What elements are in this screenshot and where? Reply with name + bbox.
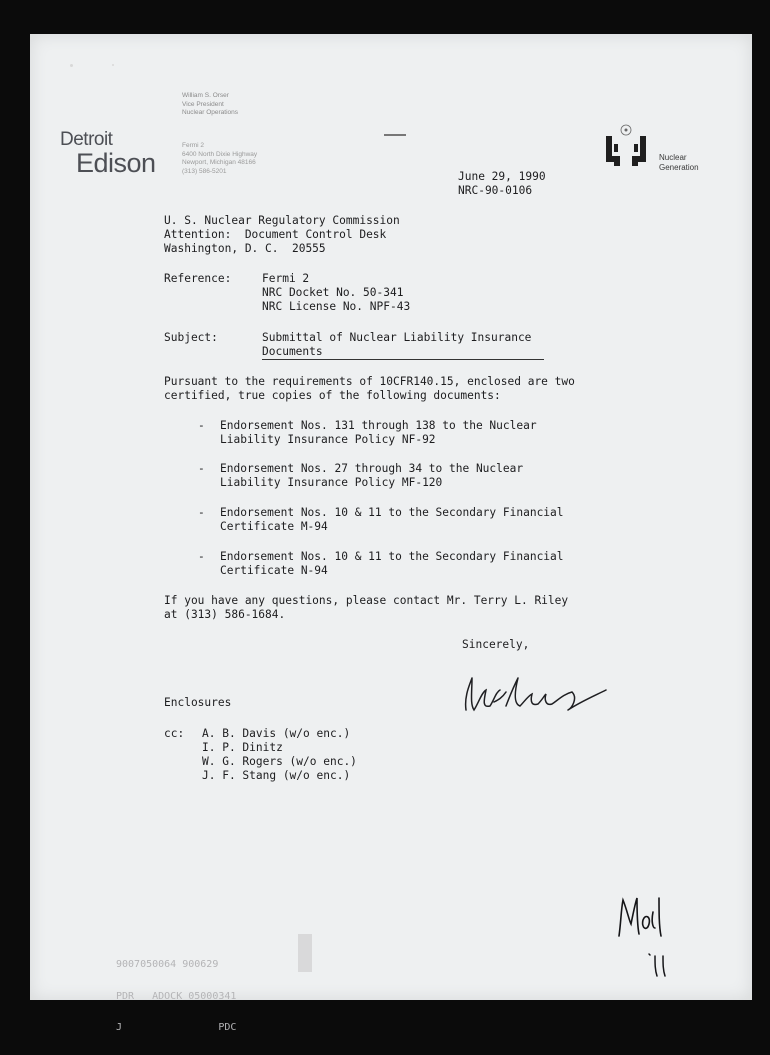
cc-label: cc: — [164, 727, 185, 740]
letter-page — [30, 34, 752, 1033]
document-stamp — [116, 939, 236, 1055]
subject-line1: Submittal of Nuclear Liability Insurance — [262, 331, 532, 344]
list-item-line1: Endorsement Nos. 10 & 11 to the Secondary Financial — [220, 506, 564, 519]
reference-line3: NRC License No. NPF-43 — [262, 300, 411, 313]
enclosures-label: Enclosures — [164, 696, 232, 709]
nuclear-generation-text — [659, 153, 699, 172]
address-block — [182, 142, 257, 176]
stamp-mark — [298, 934, 312, 972]
nuclear-line2: Generation — [659, 162, 699, 172]
list-item-line1: Endorsement Nos. 131 through 138 to the Nuclear — [220, 419, 537, 432]
handwritten-mark — [645, 950, 671, 980]
cc-line: W. G. Rogers (w/o enc.) — [202, 755, 357, 768]
list-item-bullet: - — [198, 506, 205, 519]
cc-line: J. F. Stang (w/o enc.) — [202, 769, 351, 782]
signature — [460, 670, 610, 718]
executive-dept: Nuclear Operations — [182, 109, 238, 116]
letter-date: June 29, 1990 — [458, 170, 546, 183]
reference-line2: NRC Docket No. 50-341 — [262, 286, 404, 299]
list-item-bullet: - — [198, 550, 205, 563]
plant-name: Fermi 2 — [182, 142, 205, 149]
questions-line2: at (313) 586-1684. — [164, 608, 286, 621]
stamp-line3: J PDC — [116, 1022, 237, 1033]
subject-line2: Documents — [262, 345, 323, 358]
cc-line: A. B. Davis (w/o enc.) — [202, 727, 351, 740]
list-item-bullet: - — [198, 462, 205, 475]
phone-number: (313) 586-5201 — [182, 167, 227, 175]
header-dash — [384, 134, 406, 136]
logo-line1: Detroit — [60, 129, 113, 150]
questions-line1: If you have any questions, please contact Mr. Terry L. Riley — [164, 594, 569, 607]
address-line2: Newport, Michigan 48166 — [182, 159, 256, 166]
list-item-bullet: - — [198, 419, 205, 432]
intro-line2: certified, true copies of the following documents: — [164, 389, 501, 402]
address-line1: 6400 North Dixie Highway — [182, 150, 258, 158]
list-item-line2: Liability Insurance Policy NF-92 — [220, 433, 436, 446]
executive-block — [182, 92, 238, 118]
list-item-line1: Endorsement Nos. 27 through 34 to the Nuclear — [220, 462, 524, 475]
stamp-line2: PDR ADOCK 05000341 — [116, 990, 237, 1002]
handwritten-note — [613, 890, 667, 944]
nuclear-generation-logo-icon — [604, 122, 648, 172]
subject-underline — [262, 359, 544, 360]
scan-speck — [70, 64, 73, 67]
closing: Sincerely, — [462, 638, 530, 651]
reference-line1: Fermi 2 — [262, 272, 310, 285]
executive-title: Vice President — [182, 100, 224, 108]
company-logo — [60, 130, 156, 176]
stamp-line1: 9007050064 900629 — [116, 959, 219, 970]
scan-speck — [112, 64, 114, 66]
cc-line: I. P. Dinitz — [202, 741, 283, 754]
list-item-line2: Certificate N-94 — [220, 564, 328, 577]
recipient-line1: U. S. Nuclear Regulatory Commission — [164, 214, 400, 227]
nuclear-line1: Nuclear — [659, 153, 687, 162]
list-item-line1: Endorsement Nos. 10 & 11 to the Secondary Financial — [220, 550, 564, 563]
recipient-line3: Washington, D. C. 20555 — [164, 242, 326, 255]
subject-label: Subject: — [164, 331, 218, 344]
reference-label: Reference: — [164, 272, 232, 285]
recipient-line2: Attention: Document Control Desk — [164, 228, 387, 241]
executive-name: William S. Orser — [182, 92, 229, 99]
logo-line2: Edison — [76, 148, 156, 178]
letter-ref-number: NRC-90-0106 — [458, 184, 533, 197]
list-item-line2: Certificate M-94 — [220, 520, 328, 533]
list-item-line2: Liability Insurance Policy MF-120 — [220, 476, 443, 489]
intro-line1: Pursuant to the requirements of 10CFR140.15, enclosed are two — [164, 375, 575, 388]
